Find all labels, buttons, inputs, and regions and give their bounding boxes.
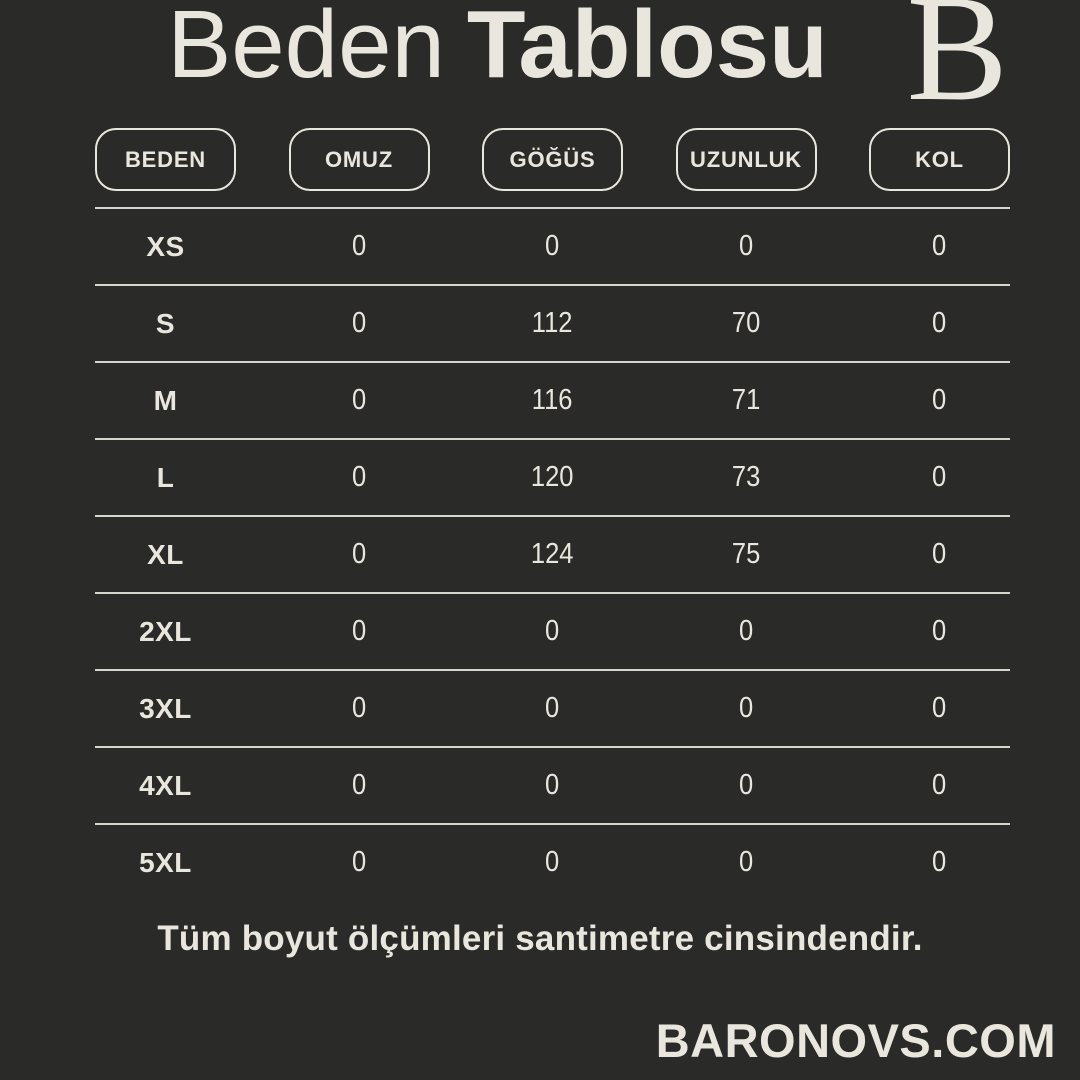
measurement-value	[869, 692, 1010, 725]
measurement-value-text: 120	[531, 461, 574, 493]
measurement-value-text: 0	[932, 461, 947, 493]
size-label: M	[153, 384, 178, 416]
table-row	[95, 363, 1010, 440]
table-row	[95, 594, 1010, 671]
measurement-value-text: 0	[932, 846, 947, 878]
size-label: 4XL	[139, 769, 192, 801]
measurement-value-text: 73	[731, 461, 761, 493]
table-row	[95, 825, 1010, 900]
table-row	[95, 517, 1010, 594]
size-label: S	[155, 307, 176, 339]
measurement-value	[676, 230, 817, 263]
measurement-value	[289, 692, 430, 725]
measurement-value	[869, 230, 1010, 263]
measurement-value	[676, 615, 817, 648]
measurement-value	[676, 846, 817, 879]
table-row	[95, 671, 1010, 748]
column-pill-beden	[95, 128, 236, 191]
units-note: Tüm boyut ölçümleri santimetre cinsindendir.	[157, 919, 923, 958]
measurement-value-text: 75	[731, 538, 761, 570]
page-title-regular: Beden	[167, 0, 445, 98]
size-label: L	[156, 461, 175, 493]
measurement-value	[289, 384, 430, 417]
size-table	[95, 128, 1010, 900]
column-pill-uzunluk	[676, 128, 817, 191]
measurement-value-text: 112	[532, 307, 573, 339]
measurement-value	[869, 307, 1010, 340]
measurement-value-text: 0	[351, 615, 367, 647]
measurement-value	[869, 461, 1010, 494]
measurement-value-text: 71	[731, 384, 761, 416]
measurement-value	[676, 461, 817, 494]
measurement-value	[482, 769, 623, 802]
measurement-value-text: 0	[351, 846, 367, 878]
size-label: 2XL	[139, 615, 192, 647]
table-row	[95, 748, 1010, 825]
website-url: BARONOVS.COM	[655, 1014, 1056, 1067]
column-pill-label: KOL	[915, 146, 964, 172]
size-label: 5XL	[139, 846, 192, 878]
measurement-value	[869, 846, 1010, 879]
measurement-value-text: 0	[738, 846, 754, 878]
measurement-value-text: 0	[932, 230, 947, 262]
measurement-value	[482, 230, 623, 263]
measurement-value	[482, 307, 623, 340]
measurement-value-text: 0	[738, 692, 754, 724]
measurement-value-text: 0	[545, 769, 560, 801]
measurement-value-text: 70	[731, 307, 761, 339]
measurement-value-text: 124	[531, 538, 574, 570]
measurement-value	[289, 230, 430, 263]
measurement-value-text: 0	[351, 769, 367, 801]
measurement-value-text: 0	[932, 384, 947, 416]
measurement-value	[289, 538, 430, 571]
column-pill-kol	[869, 128, 1010, 191]
measurement-value-text: 0	[545, 846, 560, 878]
measurement-value	[289, 615, 430, 648]
measurement-value-text: 0	[351, 307, 367, 339]
size-label: XS	[146, 230, 185, 262]
measurement-value-text: 0	[738, 769, 754, 801]
measurement-value-text: 0	[545, 692, 560, 724]
measurement-value	[289, 846, 430, 879]
size-label: XL	[147, 538, 184, 570]
measurement-value-text: 0	[351, 461, 367, 493]
column-pills	[95, 128, 1010, 191]
column-pill-omuz	[289, 128, 430, 191]
measurement-value-text: 0	[932, 692, 947, 724]
measurement-value	[869, 538, 1010, 571]
measurement-value-text: 0	[351, 538, 367, 570]
page-title-bold: Tablosu	[466, 0, 828, 98]
table-row	[95, 209, 1010, 286]
measurement-value-text: 0	[351, 230, 367, 262]
measurement-value-text: 0	[932, 615, 947, 647]
measurement-value-text: 0	[545, 230, 560, 262]
measurement-value	[482, 692, 623, 725]
measurement-value	[869, 769, 1010, 802]
measurement-value	[676, 769, 817, 802]
measurement-value-text: 0	[351, 692, 367, 724]
page-title	[0, 0, 995, 98]
measurement-value	[676, 307, 817, 340]
measurement-value	[676, 538, 817, 571]
measurement-value	[289, 461, 430, 494]
measurement-value-text: 0	[932, 538, 947, 570]
column-pill-label: OMUZ	[325, 146, 393, 172]
measurement-value	[676, 384, 817, 417]
measurement-value	[482, 461, 623, 494]
measurement-value-text: 0	[738, 615, 754, 647]
column-pill-label: GÖĞÜS	[509, 146, 596, 172]
measurement-value-text: 116	[532, 384, 573, 416]
size-label: 3XL	[139, 692, 192, 724]
measurement-value-text: 0	[738, 230, 754, 262]
measurement-value	[289, 769, 430, 802]
brand-logo-letter: B	[906, 0, 1008, 132]
measurement-value	[482, 846, 623, 879]
table-row	[95, 440, 1010, 517]
measurement-value	[869, 384, 1010, 417]
measurement-value-text: 0	[932, 769, 947, 801]
measurement-value-text: 0	[932, 307, 947, 339]
column-pill-label: BEDEN	[124, 146, 206, 172]
table-row	[95, 286, 1010, 363]
column-pill-label: UZUNLUK	[690, 146, 802, 172]
column-pill-göğüs	[482, 128, 623, 191]
measurement-value	[482, 384, 623, 417]
measurement-value-text: 0	[545, 615, 560, 647]
measurement-value	[676, 692, 817, 725]
measurement-value	[482, 615, 623, 648]
measurement-value-text: 0	[351, 384, 367, 416]
measurement-value	[482, 538, 623, 571]
size-table-body	[95, 207, 1010, 900]
measurement-value	[869, 615, 1010, 648]
measurement-value	[289, 307, 430, 340]
